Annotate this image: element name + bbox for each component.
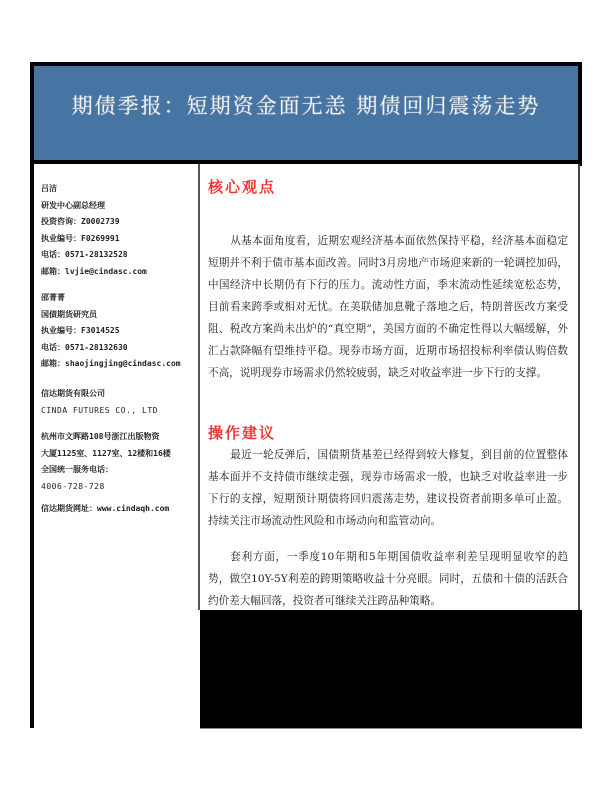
email[interactable]: 邮箱：lvjie@cindasc.com (41, 266, 147, 276)
report-title: 期债季报：短期资金面无恙 期债回归震荡走势 (71, 94, 541, 118)
hotline-label: 全国统一服务电话： (41, 465, 113, 474)
hotline-number: 4006-728-728 (41, 481, 105, 491)
company-info (41, 386, 171, 518)
company-address-line1: 杭州市文晖路108号浙江出版物资 (41, 432, 160, 441)
license-number: 执业编号：F0269991 (41, 233, 120, 243)
frame-right-border (578, 62, 582, 166)
license-number: 执业编号：F3014525 (41, 326, 120, 335)
analyst-info-lvjie (41, 181, 147, 280)
section-title-core-view: 核心观点 (208, 178, 277, 196)
company-website[interactable]: 信达期货网址：www.cindaqh.com (41, 504, 170, 513)
analyst-sidebar (34, 164, 198, 728)
analyst-title: 研发中心副总经理 (41, 200, 105, 210)
report-main-content (200, 164, 580, 610)
phone: 电话：0571-28132528 (41, 250, 128, 259)
arbitrage-paragraph: 套利方面，一季度10年期和5年期国债收益率利差呈现明显收窄的趋势，做空10Y-5Y利差的跨期策略收益十分亮眼。同时，五债和十债的活跃合约价差大幅回落，投资者可继续关注跨品种策略。 (208, 551, 568, 607)
analyst-title: 国债期货研究员 (41, 309, 97, 319)
phone: 电话：0571-28132630 (41, 342, 128, 352)
company-name-en: CINDA FUTURES CO., LTD (41, 405, 158, 415)
section-title-operation-advice: 操作建议 (208, 424, 277, 442)
analyst-info-shaojingjing (41, 290, 181, 373)
company-address-line2: 大厦1125室、1127室、12楼和16楼 (41, 448, 171, 458)
consult-number: 投资咨询：Z0002739 (41, 217, 120, 226)
operation-advice-paragraph: 最近一轮反弹后，国债期货基差已经得到较大修复，到目前的位置整体基本面并不支持债市继续走强，现券市场需求一般，也缺乏对收益率进一步下行的支撑，短期预计期债将回归震荡走势，建议投资者前期多单可止盈。持续关注市场流动性风险和市场动向和监管动向。 (208, 449, 568, 527)
core-view-paragraph: 从基本面角度看，近期宏观经济基本面依然保持平稳，经济基本面稳定短期并不利于债市基本面改善。同时3月房地产市场迎来新的一轮调控加码，中国经济中长期仍有下行的压力。流动性方面，季末流动性延续宽松态势，目前看来跨季或相对无忧。在美联储加息靴子落地之后，特朗普医改方案受阻、税改方案尚未出炉的“真空期”，美国方面的不确定性得以大幅缓解，外汇占款降幅有望维持平稳。现券市场方面，近期市场招投标利率债认购倍数不高，说明现券市场需求仍然较疲弱，缺乏对收益率进一步下行的支撑。 (208, 235, 568, 379)
report-header-banner (34, 66, 578, 164)
blank-black-region (200, 610, 582, 729)
analyst-name: 吕洁 (41, 184, 57, 193)
analyst-name: 邵菁菁 (41, 293, 65, 302)
company-name-cn: 信达期货有限公司 (41, 389, 105, 398)
email[interactable]: 邮箱：shaojingjing@cindasc.com (41, 359, 181, 368)
